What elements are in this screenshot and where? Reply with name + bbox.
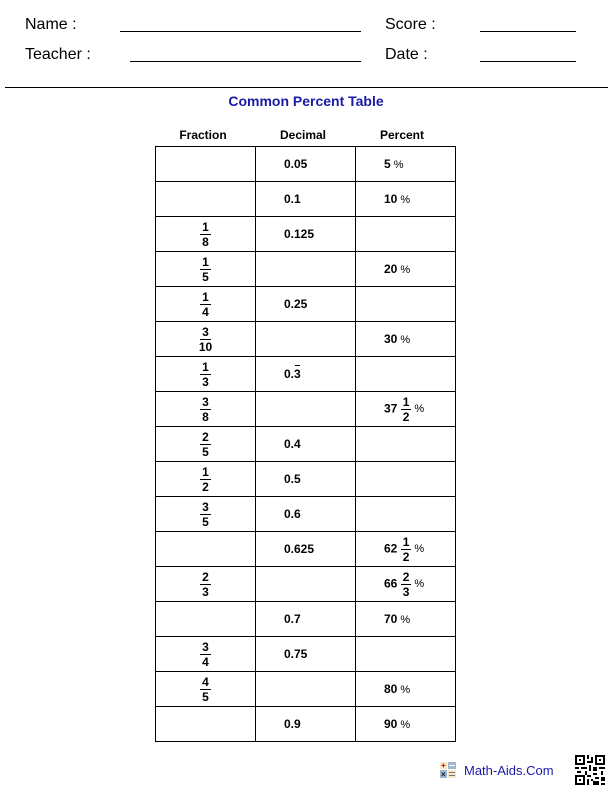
decimal-cell[interactable]	[256, 672, 356, 707]
page-title: Common Percent Table	[228, 93, 384, 109]
table-row	[156, 462, 456, 497]
percent-table	[155, 146, 456, 742]
score-field[interactable]	[480, 31, 576, 32]
fraction	[200, 256, 211, 283]
percent-sign: %	[400, 334, 411, 346]
date-label: Date :	[385, 46, 428, 63]
decimal-cell[interactable]	[256, 392, 356, 427]
percent-whole: 10	[384, 192, 398, 206]
fraction-cell	[156, 217, 256, 252]
fraction	[200, 431, 211, 458]
percent-cell	[356, 392, 456, 427]
svg-text:×: ×	[441, 770, 446, 778]
decimal-cell	[256, 147, 356, 182]
fraction-cell[interactable]	[156, 147, 256, 182]
brand-link[interactable]: Math-Aids.Com	[464, 763, 554, 778]
denominator: 8	[202, 409, 209, 424]
percent-fraction: $\frac{1}{2}$	[402, 394, 410, 424]
header-divider	[5, 87, 608, 88]
decimal-cell[interactable]	[256, 567, 356, 602]
decimal-cell[interactable]	[256, 252, 356, 287]
percent-sign: %	[414, 543, 425, 556]
percent-whole: 30	[384, 332, 398, 346]
fraction	[200, 466, 211, 493]
fraction	[200, 571, 211, 598]
table-row	[156, 637, 456, 672]
table-row	[156, 287, 456, 322]
numerator: 1	[202, 359, 209, 374]
percent-whole: 66	[384, 576, 398, 591]
percent-sign: %	[414, 578, 425, 591]
fraction	[200, 221, 211, 248]
denominator: 4	[202, 304, 209, 319]
percent-sign: %	[393, 159, 404, 171]
decimal-cell	[256, 602, 356, 637]
decimal-value: 0.5	[284, 472, 301, 486]
percent-sign: %	[400, 719, 411, 731]
numerator: 3	[202, 639, 209, 654]
fraction-cell	[156, 392, 256, 427]
numerator: 1	[202, 219, 209, 234]
column-header-decimal: Decimal	[279, 128, 327, 142]
fraction-cell	[156, 567, 256, 602]
percent-whole: 20	[384, 262, 398, 276]
table-row	[156, 532, 456, 567]
decimal-cell	[256, 427, 356, 462]
numerator: 2	[202, 429, 209, 444]
decimal-cell	[256, 532, 356, 567]
denominator: 10	[198, 339, 213, 354]
table-row	[156, 427, 456, 462]
denominator: 2	[202, 479, 209, 494]
name-label: Name :	[25, 16, 77, 33]
percent-cell[interactable]	[356, 637, 456, 672]
percent-whole: 62	[384, 541, 398, 556]
percent-fraction: $\frac{1}{2}$	[402, 534, 410, 564]
table-row	[156, 217, 456, 252]
fraction-cell	[156, 252, 256, 287]
denominator: 3	[202, 584, 209, 599]
table-row	[156, 602, 456, 637]
fraction-cell	[156, 287, 256, 322]
percent-cell[interactable]	[356, 427, 456, 462]
fraction	[200, 361, 211, 388]
decimal-value: 0.125	[284, 227, 315, 241]
percent-whole: 70	[384, 612, 398, 626]
decimal-cell	[256, 497, 356, 532]
decimal-value: 0.05	[284, 157, 308, 171]
percent-cell	[356, 322, 456, 357]
fraction-cell	[156, 427, 256, 462]
decimal-value: 0.4	[284, 437, 301, 451]
percent-cell[interactable]	[356, 462, 456, 497]
decimal-value: 0.6	[284, 507, 301, 521]
qr-code-icon	[575, 755, 605, 785]
percent-cell	[356, 182, 456, 217]
decimal-cell	[256, 287, 356, 322]
numerator: 3	[202, 394, 209, 409]
decimal-cell	[256, 707, 356, 742]
decimal-cell	[256, 637, 356, 672]
fraction	[200, 641, 211, 668]
percent-cell	[356, 532, 456, 567]
percent-cell	[356, 567, 456, 602]
decimal-value: 0.7	[284, 612, 301, 626]
table-row	[156, 567, 456, 602]
teacher-field[interactable]	[130, 61, 361, 62]
numerator: 1	[202, 254, 209, 269]
percent-fraction: $\frac{2}{3}$	[402, 569, 410, 599]
percent-whole: 37	[384, 401, 398, 416]
percent-whole: 5	[384, 157, 391, 171]
column-header-percent: Percent	[379, 128, 425, 142]
percent-sign: %	[400, 264, 411, 276]
fraction-cell	[156, 497, 256, 532]
fraction-cell	[156, 462, 256, 497]
percent-whole: 90	[384, 717, 398, 731]
percent-sign: %	[400, 684, 411, 696]
denominator: 3	[202, 374, 209, 389]
fraction	[200, 291, 211, 318]
fraction-cell	[156, 637, 256, 672]
decimal-cell	[256, 217, 356, 252]
denominator: 8	[202, 234, 209, 249]
table-row	[156, 252, 456, 287]
numerator: 1	[202, 289, 209, 304]
table-row	[156, 322, 456, 357]
decimal-cell	[256, 357, 356, 392]
fraction-cell	[156, 357, 256, 392]
denominator: 5	[202, 444, 209, 459]
fraction	[200, 396, 211, 423]
date-field[interactable]	[480, 61, 576, 62]
calculator-icon	[440, 762, 456, 778]
table-row	[156, 182, 456, 217]
fraction-cell[interactable]	[156, 532, 256, 567]
fraction-cell[interactable]	[156, 707, 256, 742]
score-label: Score :	[385, 16, 436, 33]
percent-cell	[356, 672, 456, 707]
denominator: 5	[202, 269, 209, 284]
fraction	[200, 676, 211, 703]
table-row	[156, 392, 456, 427]
svg-text:+: +	[441, 762, 446, 770]
decimal-value: 0.75	[284, 647, 308, 661]
decimal-value: 0.25	[284, 297, 308, 311]
decimal-cell[interactable]	[256, 322, 356, 357]
numerator: 2	[202, 569, 209, 584]
table-row	[156, 357, 456, 392]
denominator: 5	[202, 689, 209, 704]
numerator: 3	[202, 499, 209, 514]
percent-cell	[356, 707, 456, 742]
percent-whole: 80	[384, 682, 398, 696]
percent-cell	[356, 252, 456, 287]
repeating-digit: 3	[294, 367, 301, 381]
percent-cell[interactable]	[356, 287, 456, 322]
numerator: 4	[202, 674, 209, 689]
decimal-value: 0.625	[284, 542, 315, 556]
percent-cell	[356, 602, 456, 637]
name-field[interactable]	[120, 31, 361, 32]
decimal-value: 0.9	[284, 717, 301, 731]
teacher-label: Teacher :	[25, 46, 91, 63]
table-row	[156, 497, 456, 532]
percent-cell[interactable]	[356, 357, 456, 392]
fraction-cell[interactable]	[156, 602, 256, 637]
denominator: 4	[202, 654, 209, 669]
percent-cell	[356, 147, 456, 182]
decimal-cell	[256, 462, 356, 497]
table-row	[156, 707, 456, 742]
fraction	[200, 501, 211, 528]
decimal-value: 0.3	[284, 367, 301, 381]
percent-sign: %	[414, 403, 425, 416]
table-row	[156, 147, 456, 182]
fraction-cell	[156, 322, 256, 357]
percent-cell[interactable]	[356, 497, 456, 532]
fraction	[199, 326, 212, 353]
numerator: 3	[202, 324, 209, 339]
percent-sign: %	[400, 614, 411, 626]
numerator: 1	[202, 464, 209, 479]
table-row	[156, 672, 456, 707]
decimal-cell	[256, 182, 356, 217]
fraction-cell[interactable]	[156, 182, 256, 217]
column-header-fraction: Fraction	[179, 128, 227, 142]
percent-cell[interactable]	[356, 217, 456, 252]
fraction-cell	[156, 672, 256, 707]
percent-sign: %	[400, 194, 411, 206]
denominator: 5	[202, 514, 209, 529]
decimal-value: 0.1	[284, 192, 301, 206]
